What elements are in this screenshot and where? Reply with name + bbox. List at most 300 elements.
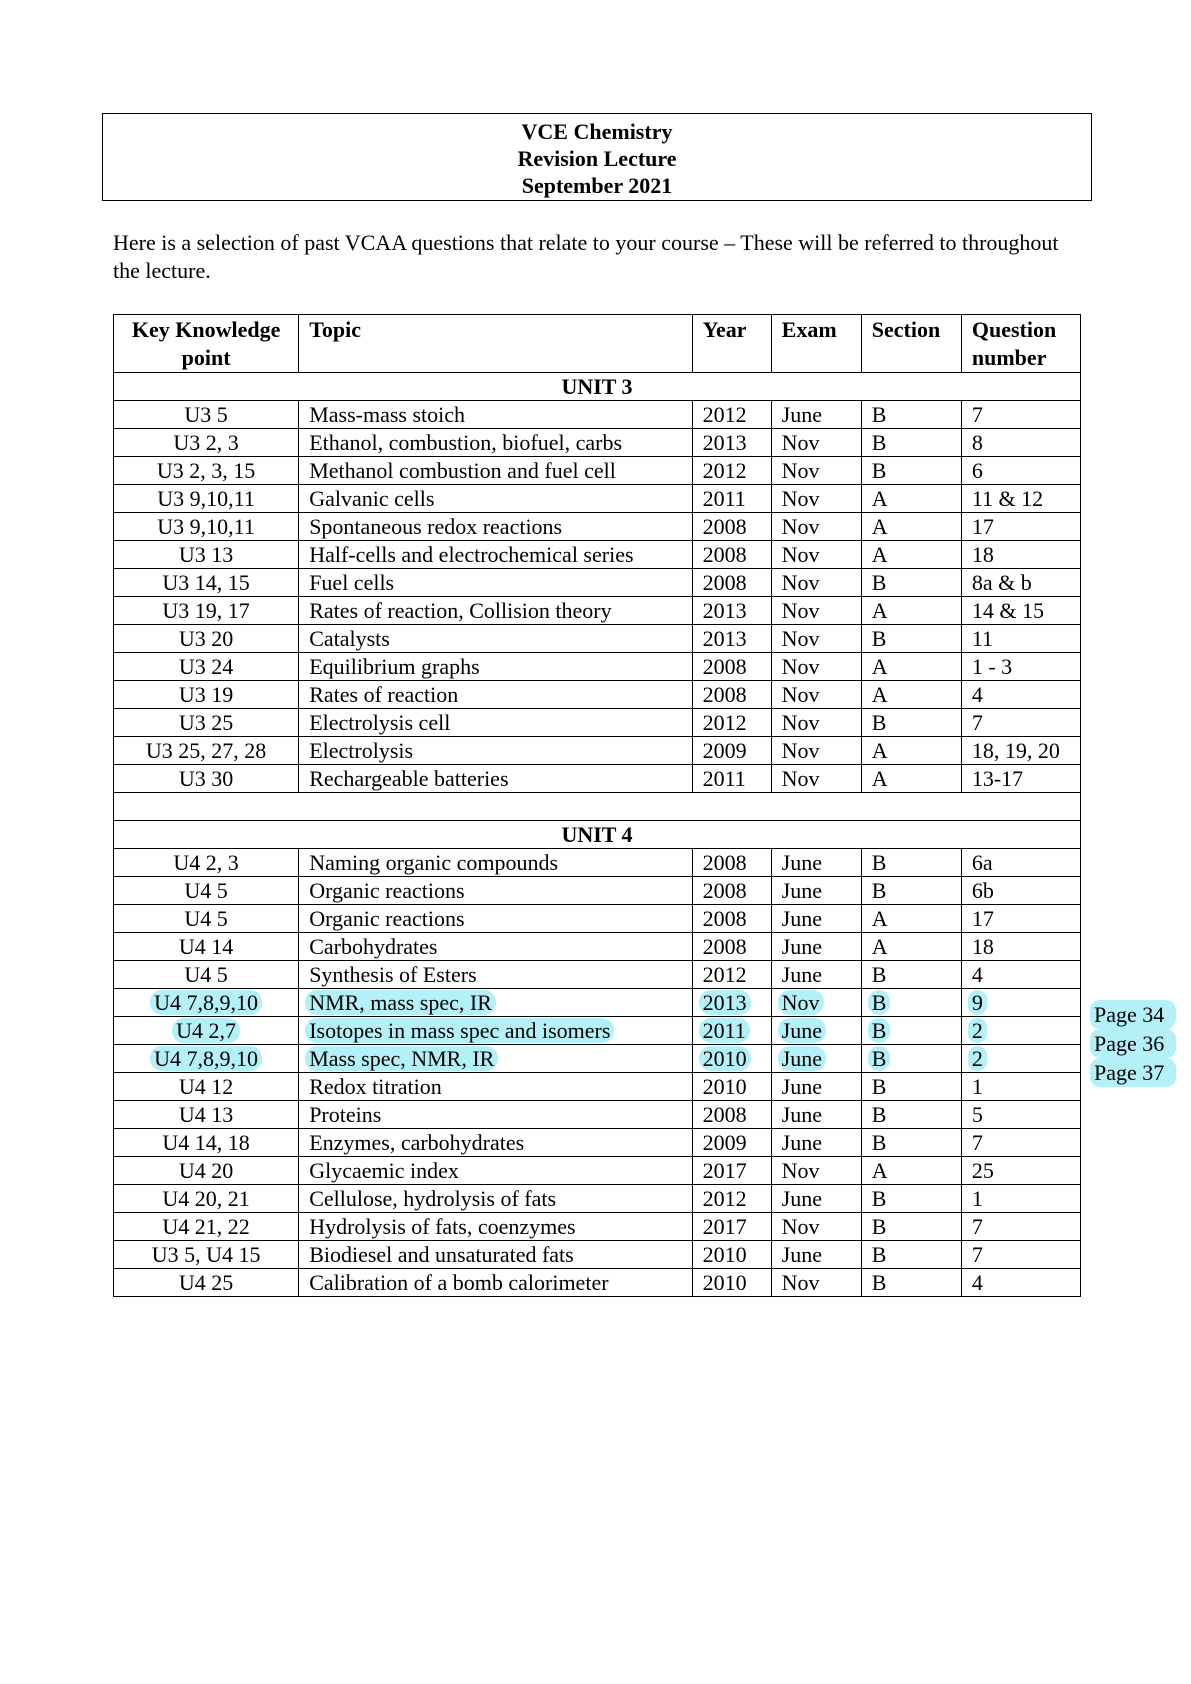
- cell-section: [861, 1073, 961, 1101]
- cell-year: [692, 429, 771, 457]
- cell-text-section: A: [871, 486, 888, 511]
- cell-exam: [771, 1213, 861, 1241]
- cell-text-year: 2017: [702, 1214, 747, 1239]
- cell-text-topic: Equilibrium graphs: [309, 654, 480, 679]
- cell-text-topic: Redox titration: [309, 1074, 442, 1099]
- cell-exam: [771, 1269, 861, 1297]
- cell-text-year: 2011: [702, 766, 746, 791]
- cell-text-exam: Nov: [781, 738, 820, 763]
- cell-section: [861, 401, 961, 429]
- cell-q: [961, 1073, 1080, 1101]
- cell-text-year: 2012: [702, 962, 747, 987]
- cell-text-exam: Nov: [781, 682, 820, 707]
- cell-q: [961, 541, 1080, 569]
- cell-text-q: 9: [968, 990, 987, 1015]
- cell-exam: [771, 513, 861, 541]
- cell-year: [692, 541, 771, 569]
- cell-text-topic: Calibration of a bomb calorimeter: [309, 1270, 609, 1295]
- table-row: [114, 1129, 1081, 1157]
- cell-text-q: 11 & 12: [971, 486, 1044, 511]
- cell-topic: [299, 681, 692, 709]
- cell-year: [692, 737, 771, 765]
- cell-text-topic: Electrolysis: [309, 738, 414, 763]
- table-row: [114, 1157, 1081, 1185]
- cell-text-kk: U3 25: [178, 710, 234, 735]
- cell-text-section: B: [871, 1214, 887, 1239]
- questions-table: [113, 314, 1081, 1297]
- cell-kk: [114, 1045, 299, 1073]
- cell-text-q: 6: [971, 458, 983, 483]
- cell-text-q: 4: [971, 962, 983, 987]
- cell-kk: [114, 541, 299, 569]
- col-header-year: Year: [692, 315, 771, 373]
- cell-text-section: A: [871, 682, 888, 707]
- cell-exam: [771, 1157, 861, 1185]
- cell-kk: [114, 653, 299, 681]
- cell-kk: [114, 569, 299, 597]
- cell-text-year: 2010: [702, 1074, 747, 1099]
- cell-text-year: 2011: [699, 1018, 750, 1043]
- cell-text-exam: Nov: [781, 458, 820, 483]
- cell-year: [692, 765, 771, 793]
- cell-year: [692, 709, 771, 737]
- page-reference-note: Page 36: [1090, 1029, 1176, 1058]
- table-row: [114, 1241, 1081, 1269]
- cell-text-exam: June: [781, 1242, 822, 1267]
- cell-text-section: B: [871, 878, 887, 903]
- table-row: [114, 1185, 1081, 1213]
- cell-text-q: 13-17: [971, 766, 1024, 791]
- cell-text-section: A: [871, 906, 888, 931]
- cell-text-exam: June: [781, 402, 822, 427]
- cell-text-exam: June: [778, 1046, 826, 1071]
- cell-text-kk: U4 5: [184, 962, 228, 987]
- cell-topic: [299, 1017, 692, 1045]
- cell-year: [692, 961, 771, 989]
- cell-text-q: 17: [971, 906, 994, 931]
- cell-exam: [771, 485, 861, 513]
- cell-text-kk: U4 7,8,9,10: [150, 1046, 262, 1071]
- cell-section: [861, 429, 961, 457]
- cell-topic: [299, 1241, 692, 1269]
- cell-section: [861, 1045, 961, 1073]
- cell-section: [861, 709, 961, 737]
- cell-topic: [299, 765, 692, 793]
- cell-text-q: 7: [971, 1214, 983, 1239]
- cell-text-topic: Organic reactions: [309, 906, 465, 931]
- cell-text-year: 2009: [702, 738, 747, 763]
- cell-q: [961, 1269, 1080, 1297]
- cell-q: [961, 485, 1080, 513]
- cell-q: [961, 737, 1080, 765]
- table-header-row: [114, 315, 1081, 373]
- cell-text-topic: Enzymes, carbohydrates: [309, 1130, 525, 1155]
- table-row: [114, 737, 1081, 765]
- table-row: [114, 877, 1081, 905]
- cell-text-q: 14 & 15: [971, 598, 1044, 623]
- unit-3-label: UNIT 3: [114, 373, 1081, 401]
- col-header-exam: Exam: [771, 315, 861, 373]
- cell-text-kk: U4 5: [184, 878, 228, 903]
- col-header-section: Section: [861, 315, 961, 373]
- cell-text-section: B: [871, 458, 887, 483]
- cell-text-q: 1 - 3: [971, 654, 1013, 679]
- cell-text-year: 2008: [702, 542, 747, 567]
- cell-text-section: B: [871, 710, 887, 735]
- table-row: [114, 1073, 1081, 1101]
- cell-text-section: B: [868, 1046, 891, 1071]
- cell-text-q: 7: [971, 710, 983, 735]
- cell-kk: [114, 989, 299, 1017]
- col-header-key-knowledge: Key Knowledge point: [114, 315, 299, 373]
- cell-year: [692, 653, 771, 681]
- cell-exam: [771, 905, 861, 933]
- cell-topic: [299, 569, 692, 597]
- cell-q: [961, 1213, 1080, 1241]
- cell-exam: [771, 1101, 861, 1129]
- cell-exam: [771, 849, 861, 877]
- cell-kk: [114, 401, 299, 429]
- cell-text-topic: Fuel cells: [309, 570, 395, 595]
- cell-section: [861, 681, 961, 709]
- cell-year: [692, 1101, 771, 1129]
- cell-text-exam: Nov: [781, 654, 820, 679]
- cell-q: [961, 1129, 1080, 1157]
- cell-kk: [114, 513, 299, 541]
- cell-text-kk: U4 2,7: [172, 1018, 240, 1043]
- cell-kk: [114, 961, 299, 989]
- cell-topic: [299, 653, 692, 681]
- cell-exam: [771, 429, 861, 457]
- col-header-question-number: Question number: [961, 315, 1080, 373]
- cell-text-q: 8: [971, 430, 983, 455]
- cell-year: [692, 569, 771, 597]
- cell-section: [861, 933, 961, 961]
- table-row: [114, 485, 1081, 513]
- cell-text-topic: Methanol combustion and fuel cell: [309, 458, 616, 483]
- cell-q: [961, 653, 1080, 681]
- col-header-topic: Topic: [299, 315, 692, 373]
- cell-text-year: 2013: [702, 626, 747, 651]
- cell-text-kk: U3 30: [178, 766, 234, 791]
- cell-section: [861, 905, 961, 933]
- cell-text-q: 6b: [971, 878, 994, 903]
- cell-text-year: 2010: [699, 1046, 751, 1071]
- cell-text-q: 18: [971, 934, 994, 959]
- cell-text-section: A: [871, 1158, 888, 1183]
- table-row: [114, 765, 1081, 793]
- cell-year: [692, 1213, 771, 1241]
- cell-text-kk: U4 25: [178, 1270, 234, 1295]
- cell-text-topic: Galvanic cells: [309, 486, 435, 511]
- cell-text-topic: Catalysts: [309, 626, 390, 651]
- cell-text-section: B: [871, 962, 887, 987]
- cell-q: [961, 513, 1080, 541]
- cell-year: [692, 485, 771, 513]
- cell-text-topic: Proteins: [309, 1102, 382, 1127]
- cell-text-kk: U4 14: [178, 934, 234, 959]
- cell-text-year: 2009: [702, 1130, 747, 1155]
- cell-q: [961, 1017, 1080, 1045]
- cell-text-topic: Cellulose, hydrolysis of fats: [309, 1186, 557, 1211]
- cell-q: [961, 681, 1080, 709]
- cell-text-exam: Nov: [781, 1158, 820, 1183]
- cell-text-topic: Synthesis of Esters: [309, 962, 477, 987]
- cell-section: [861, 1157, 961, 1185]
- cell-q: [961, 625, 1080, 653]
- cell-text-section: A: [871, 598, 888, 623]
- cell-text-exam: June: [781, 1074, 822, 1099]
- cell-text-section: B: [871, 402, 887, 427]
- table-row: [114, 1269, 1081, 1297]
- table-row: [114, 989, 1081, 1017]
- cell-text-topic: Ethanol, combustion, biofuel, carbs: [309, 430, 623, 455]
- cell-topic: [299, 961, 692, 989]
- page-reference-note: Page 34: [1090, 1000, 1176, 1029]
- table-row: [114, 653, 1081, 681]
- cell-text-year: 2008: [702, 878, 747, 903]
- cell-topic: [299, 541, 692, 569]
- cell-text-section: B: [871, 850, 887, 875]
- cell-section: [861, 457, 961, 485]
- cell-text-q: 4: [971, 1270, 983, 1295]
- cell-topic: [299, 905, 692, 933]
- table-row: [114, 401, 1081, 429]
- cell-text-year: 2013: [699, 990, 751, 1015]
- table-row: [114, 1045, 1081, 1073]
- cell-topic: [299, 877, 692, 905]
- cell-text-kk: U3 9,10,11: [157, 486, 255, 511]
- cell-exam: [771, 989, 861, 1017]
- cell-topic: [299, 401, 692, 429]
- cell-text-exam: June: [781, 1186, 822, 1211]
- cell-topic: [299, 485, 692, 513]
- cell-year: [692, 401, 771, 429]
- cell-text-kk: U3 14, 15: [162, 570, 250, 595]
- cell-kk: [114, 709, 299, 737]
- cell-q: [961, 1185, 1080, 1213]
- cell-text-year: 2008: [702, 906, 747, 931]
- cell-text-section: B: [871, 430, 887, 455]
- cell-year: [692, 681, 771, 709]
- cell-text-kk: U4 2, 3: [173, 850, 239, 875]
- cell-text-section: B: [871, 1102, 887, 1127]
- cell-text-section: A: [871, 934, 888, 959]
- cell-kk: [114, 1073, 299, 1101]
- cell-section: [861, 1129, 961, 1157]
- cell-topic: [299, 1073, 692, 1101]
- cell-year: [692, 1241, 771, 1269]
- cell-text-year: 2008: [702, 682, 747, 707]
- cell-exam: [771, 961, 861, 989]
- cell-text-topic: Rates of reaction, Collision theory: [309, 598, 612, 623]
- cell-topic: [299, 849, 692, 877]
- cell-text-q: 7: [971, 1242, 983, 1267]
- cell-text-kk: U3 13: [178, 542, 234, 567]
- cell-text-section: B: [871, 1186, 887, 1211]
- cell-section: [861, 1213, 961, 1241]
- cell-topic: [299, 597, 692, 625]
- cell-exam: [771, 597, 861, 625]
- cell-text-section: A: [871, 738, 888, 763]
- cell-text-q: 1: [971, 1186, 983, 1211]
- cell-year: [692, 1157, 771, 1185]
- cell-q: [961, 429, 1080, 457]
- cell-exam: [771, 569, 861, 597]
- cell-text-section: B: [871, 1130, 887, 1155]
- cell-topic: [299, 737, 692, 765]
- cell-year: [692, 905, 771, 933]
- title-line-3: September 2021: [521, 173, 673, 198]
- cell-q: [961, 1241, 1080, 1269]
- cell-q: [961, 401, 1080, 429]
- cell-text-topic: NMR, mass spec, IR: [305, 990, 496, 1015]
- cell-section: [861, 989, 961, 1017]
- cell-text-section: B: [871, 1242, 887, 1267]
- cell-kk: [114, 1213, 299, 1241]
- cell-text-exam: Nov: [781, 1214, 820, 1239]
- cell-text-year: 2012: [702, 458, 747, 483]
- cell-kk: [114, 765, 299, 793]
- cell-topic: [299, 457, 692, 485]
- table-row: [114, 1017, 1081, 1045]
- cell-text-topic: Hydrolysis of fats, coenzymes: [309, 1214, 576, 1239]
- spacer-cell: [114, 793, 1081, 821]
- cell-section: [861, 1269, 961, 1297]
- cell-text-kk: U4 20, 21: [162, 1186, 250, 1211]
- cell-topic: [299, 1185, 692, 1213]
- cell-kk: [114, 1129, 299, 1157]
- cell-text-section: B: [871, 570, 887, 595]
- cell-topic: [299, 1269, 692, 1297]
- cell-section: [861, 541, 961, 569]
- cell-year: [692, 1073, 771, 1101]
- spacer-row: [114, 793, 1081, 821]
- cell-section: [861, 849, 961, 877]
- table-row: [114, 513, 1081, 541]
- cell-text-kk: U4 12: [178, 1074, 234, 1099]
- cell-topic: [299, 709, 692, 737]
- cell-q: [961, 849, 1080, 877]
- cell-topic: [299, 1045, 692, 1073]
- cell-section: [861, 653, 961, 681]
- cell-kk: [114, 933, 299, 961]
- cell-text-year: 2013: [702, 430, 747, 455]
- page-reference-note: Page 37: [1090, 1058, 1176, 1087]
- cell-text-topic: Organic reactions: [309, 878, 465, 903]
- cell-text-topic: Carbohydrates: [309, 934, 438, 959]
- cell-text-section: B: [871, 1074, 887, 1099]
- cell-section: [861, 569, 961, 597]
- cell-exam: [771, 1241, 861, 1269]
- cell-year: [692, 933, 771, 961]
- cell-text-q: 2: [968, 1046, 987, 1071]
- cell-text-kk: U3 20: [178, 626, 234, 651]
- table-row: [114, 625, 1081, 653]
- cell-text-exam: Nov: [781, 486, 820, 511]
- cell-q: [961, 933, 1080, 961]
- cell-kk: [114, 485, 299, 513]
- cell-year: [692, 849, 771, 877]
- cell-exam: [771, 625, 861, 653]
- cell-exam: [771, 1129, 861, 1157]
- cell-kk: [114, 597, 299, 625]
- cell-year: [692, 597, 771, 625]
- cell-q: [961, 709, 1080, 737]
- cell-text-exam: Nov: [781, 430, 820, 455]
- title-box: [102, 113, 1092, 201]
- cell-text-q: 7: [971, 1130, 983, 1155]
- cell-text-exam: June: [781, 962, 822, 987]
- cell-section: [861, 513, 961, 541]
- table-row: [114, 1101, 1081, 1129]
- cell-year: [692, 877, 771, 905]
- cell-year: [692, 1017, 771, 1045]
- cell-section: [861, 737, 961, 765]
- unit-3-heading-row: [114, 373, 1081, 401]
- cell-exam: [771, 653, 861, 681]
- cell-section: [861, 1017, 961, 1045]
- cell-text-section: B: [871, 626, 887, 651]
- cell-exam: [771, 933, 861, 961]
- cell-text-q: 17: [971, 514, 994, 539]
- cell-q: [961, 1157, 1080, 1185]
- title-line-2: Revision Lecture: [517, 146, 677, 171]
- cell-text-year: 2008: [702, 514, 747, 539]
- cell-text-exam: Nov: [781, 626, 820, 651]
- cell-text-year: 2008: [702, 850, 747, 875]
- cell-q: [961, 877, 1080, 905]
- cell-kk: [114, 877, 299, 905]
- cell-text-section: A: [871, 514, 888, 539]
- cell-text-section: B: [868, 990, 891, 1015]
- cell-kk: [114, 681, 299, 709]
- cell-topic: [299, 1213, 692, 1241]
- cell-q: [961, 1045, 1080, 1073]
- cell-year: [692, 457, 771, 485]
- cell-kk: [114, 1241, 299, 1269]
- cell-section: [861, 485, 961, 513]
- cell-kk: [114, 737, 299, 765]
- cell-text-kk: U4 14, 18: [162, 1130, 250, 1155]
- cell-year: [692, 1045, 771, 1073]
- cell-year: [692, 513, 771, 541]
- cell-text-kk: U3 25, 27, 28: [145, 738, 267, 763]
- cell-section: [861, 961, 961, 989]
- cell-text-exam: June: [781, 1102, 822, 1127]
- cell-section: [861, 625, 961, 653]
- cell-text-topic: Isotopes in mass spec and isomers: [305, 1018, 614, 1043]
- cell-text-exam: Nov: [781, 710, 820, 735]
- table-row: [114, 597, 1081, 625]
- cell-text-exam: Nov: [778, 990, 824, 1015]
- cell-text-kk: U3 19: [178, 682, 234, 707]
- cell-text-exam: Nov: [781, 766, 820, 791]
- cell-text-section: B: [868, 1018, 891, 1043]
- side-page-notes: [1090, 1000, 1176, 1087]
- cell-exam: [771, 737, 861, 765]
- cell-exam: [771, 709, 861, 737]
- cell-exam: [771, 1017, 861, 1045]
- title-line-1: VCE Chemistry: [521, 119, 673, 144]
- cell-exam: [771, 1073, 861, 1101]
- cell-text-year: 2012: [702, 710, 747, 735]
- cell-topic: [299, 513, 692, 541]
- cell-text-q: 4: [971, 682, 983, 707]
- unit-4-heading-row: [114, 821, 1081, 849]
- cell-text-exam: Nov: [781, 570, 820, 595]
- cell-text-kk: U3 24: [178, 654, 234, 679]
